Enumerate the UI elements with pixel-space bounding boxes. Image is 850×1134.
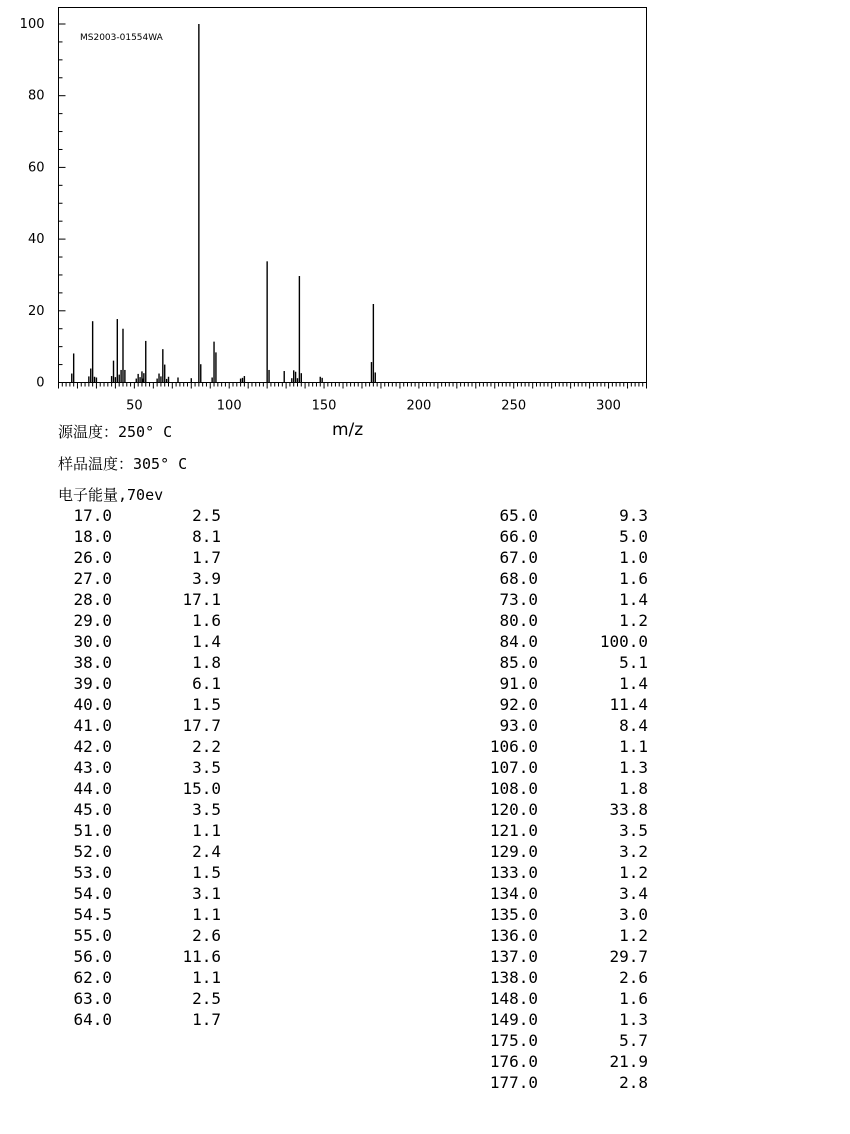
peak-mz: 137.0 (489, 947, 538, 966)
peak-mz: 54.0 (73, 884, 112, 903)
peak-mz: 65.0 (499, 506, 538, 525)
peak-intensity: 1.4 (619, 674, 648, 693)
peak-intensity: 2.6 (619, 968, 648, 987)
peak-mz: 56.0 (73, 947, 112, 966)
peak-intensity: 1.6 (619, 989, 648, 1008)
peak-mz: 107.0 (489, 758, 538, 777)
peak-intensity: 3.5 (192, 758, 221, 777)
peak-mz: 30.0 (73, 632, 112, 651)
peak-mz: 52.0 (73, 842, 112, 861)
peak-intensity: 5.0 (619, 527, 648, 546)
peak-intensity: 2.6 (192, 926, 221, 945)
x-tick-label: 150 (311, 398, 337, 414)
peak-mz: 54.5 (73, 905, 112, 924)
y-tick-label: 20 (27, 303, 45, 319)
peak-mz: 108.0 (489, 779, 538, 798)
peak-intensity: 3.9 (192, 569, 221, 588)
peak-mz: 29.0 (73, 611, 112, 630)
x-tick-label: 250 (501, 398, 527, 414)
peak-mz: 26.0 (73, 548, 112, 567)
peak-mz: 64.0 (73, 1010, 112, 1029)
y-tick-label: 80 (27, 88, 45, 104)
peak-intensity: 2.2 (192, 737, 221, 756)
peak-mz: 63.0 (73, 989, 112, 1008)
peak-mz: 55.0 (73, 926, 112, 945)
peak-mz: 148.0 (489, 989, 538, 1008)
peak-intensity: 17.7 (182, 716, 221, 735)
sample-temperature: 样品温度：305° C (58, 455, 188, 473)
peak-mz: 106.0 (489, 737, 538, 756)
plot-frame (59, 8, 647, 383)
peak-mz: 133.0 (489, 863, 538, 882)
peak-mz: 62.0 (73, 968, 112, 987)
peak-intensity: 1.5 (192, 863, 221, 882)
peak-intensity: 3.2 (619, 842, 648, 861)
peak-intensity: 3.1 (192, 884, 221, 903)
peak-mz: 38.0 (73, 653, 112, 672)
peak-intensity: 1.6 (192, 611, 221, 630)
peak-intensity: 8.1 (192, 527, 221, 546)
mass-spectrum-chart (0, 0, 850, 445)
peak-mz: 40.0 (73, 695, 112, 714)
peak-intensity: 1.8 (192, 653, 221, 672)
x-tick-label: 300 (596, 398, 621, 414)
peak-intensity: 1.2 (619, 863, 648, 882)
peak-mz: 176.0 (489, 1052, 538, 1071)
y-tick-label: 0 (36, 375, 45, 391)
peak-intensity: 17.1 (182, 590, 221, 609)
peak-mz: 28.0 (73, 590, 112, 609)
y-tick-label: 100 (19, 17, 45, 32)
peak-intensity: 29.7 (609, 947, 648, 966)
peak-mz: 17.0 (73, 506, 112, 525)
electron-energy: 电子能量,70ev (58, 486, 164, 504)
peak-mz: 134.0 (489, 884, 538, 903)
peak-intensity: 1.2 (619, 611, 648, 630)
peak-mz: 45.0 (73, 800, 112, 819)
peak-mz: 91.0 (499, 674, 538, 693)
peak-mz: 93.0 (499, 716, 538, 735)
peak-intensity: 1.7 (192, 1010, 221, 1029)
peak-intensity: 1.6 (619, 569, 648, 588)
peak-mz: 136.0 (489, 926, 538, 945)
peak-intensity: 1.7 (192, 548, 221, 567)
peak-mz: 120.0 (489, 800, 538, 819)
peak-intensity: 5.7 (619, 1031, 648, 1050)
peak-intensity: 33.8 (609, 800, 648, 819)
peak-intensity: 3.0 (619, 905, 648, 924)
peak-mz: 27.0 (73, 569, 112, 588)
peak-intensity: 1.1 (192, 968, 221, 987)
peak-mz: 68.0 (499, 569, 538, 588)
x-tick-label: 200 (406, 398, 432, 414)
peak-mz: 85.0 (499, 653, 538, 672)
peak-intensity: 2.4 (192, 842, 221, 861)
peak-mz: 135.0 (489, 905, 538, 924)
x-axis (59, 383, 647, 414)
peak-mz: 39.0 (73, 674, 112, 693)
peak-mz: 18.0 (73, 527, 112, 546)
peak-mz: 42.0 (73, 737, 112, 756)
peak-intensity: 1.1 (192, 905, 221, 924)
peak-intensity: 11.4 (609, 695, 648, 714)
peak-mz: 92.0 (499, 695, 538, 714)
peak-mz: 177.0 (489, 1073, 538, 1092)
y-tick-label: 40 (27, 232, 45, 248)
peak-intensity: 3.5 (619, 821, 648, 840)
peak-mz: 53.0 (73, 863, 112, 882)
peak-intensity: 1.2 (619, 926, 648, 945)
peak-mz: 67.0 (499, 548, 538, 567)
peak-mz: 121.0 (489, 821, 538, 840)
peak-intensity: 8.4 (619, 716, 648, 735)
peak-intensity: 21.9 (609, 1052, 648, 1071)
peak-intensity: 1.3 (619, 758, 648, 777)
peak-intensity: 2.5 (192, 506, 221, 525)
peak-intensity: 1.1 (619, 737, 648, 756)
peak-intensity: 100.0 (599, 632, 648, 651)
peak-intensity: 1.1 (192, 821, 221, 840)
peak-intensity: 1.3 (619, 1010, 648, 1029)
peak-intensity: 6.1 (192, 674, 221, 693)
peak-intensity: 1.4 (192, 632, 221, 651)
peak-intensity: 11.6 (182, 947, 221, 966)
x-tick-label: 50 (126, 398, 143, 414)
peak-intensity: 5.1 (619, 653, 648, 672)
peak-intensity: 2.5 (192, 989, 221, 1008)
chart-title: MS2003-01554WA (80, 33, 163, 43)
peak-intensity: 2.8 (619, 1073, 648, 1092)
spectrum-peaks (72, 24, 375, 383)
peak-mz: 138.0 (489, 968, 538, 987)
peak-intensity: 1.4 (619, 590, 648, 609)
peak-intensity: 1.8 (619, 779, 648, 798)
peak-intensity: 3.5 (192, 800, 221, 819)
peak-intensity: 3.4 (619, 884, 648, 903)
peak-mz: 51.0 (73, 821, 112, 840)
peak-intensity: 1.5 (192, 695, 221, 714)
x-tick-label: 100 (216, 398, 242, 414)
y-tick-label: 60 (27, 160, 45, 176)
peak-mz: 43.0 (73, 758, 112, 777)
peak-mz: 175.0 (489, 1031, 538, 1050)
peak-mz: 80.0 (499, 611, 538, 630)
peak-intensity: 15.0 (182, 779, 221, 798)
x-axis-label: m/z (332, 420, 364, 440)
peak-intensity: 9.3 (619, 506, 648, 525)
peak-mz: 84.0 (499, 632, 538, 651)
peak-mz: 66.0 (499, 527, 538, 546)
source-temperature: 源温度：250° C (58, 423, 173, 441)
peak-intensity: 1.0 (619, 548, 648, 567)
peak-mz: 73.0 (499, 590, 538, 609)
peak-mz: 44.0 (73, 779, 112, 798)
peak-mz: 149.0 (489, 1010, 538, 1029)
peak-mz: 129.0 (489, 842, 538, 861)
peak-mz: 41.0 (73, 716, 112, 735)
